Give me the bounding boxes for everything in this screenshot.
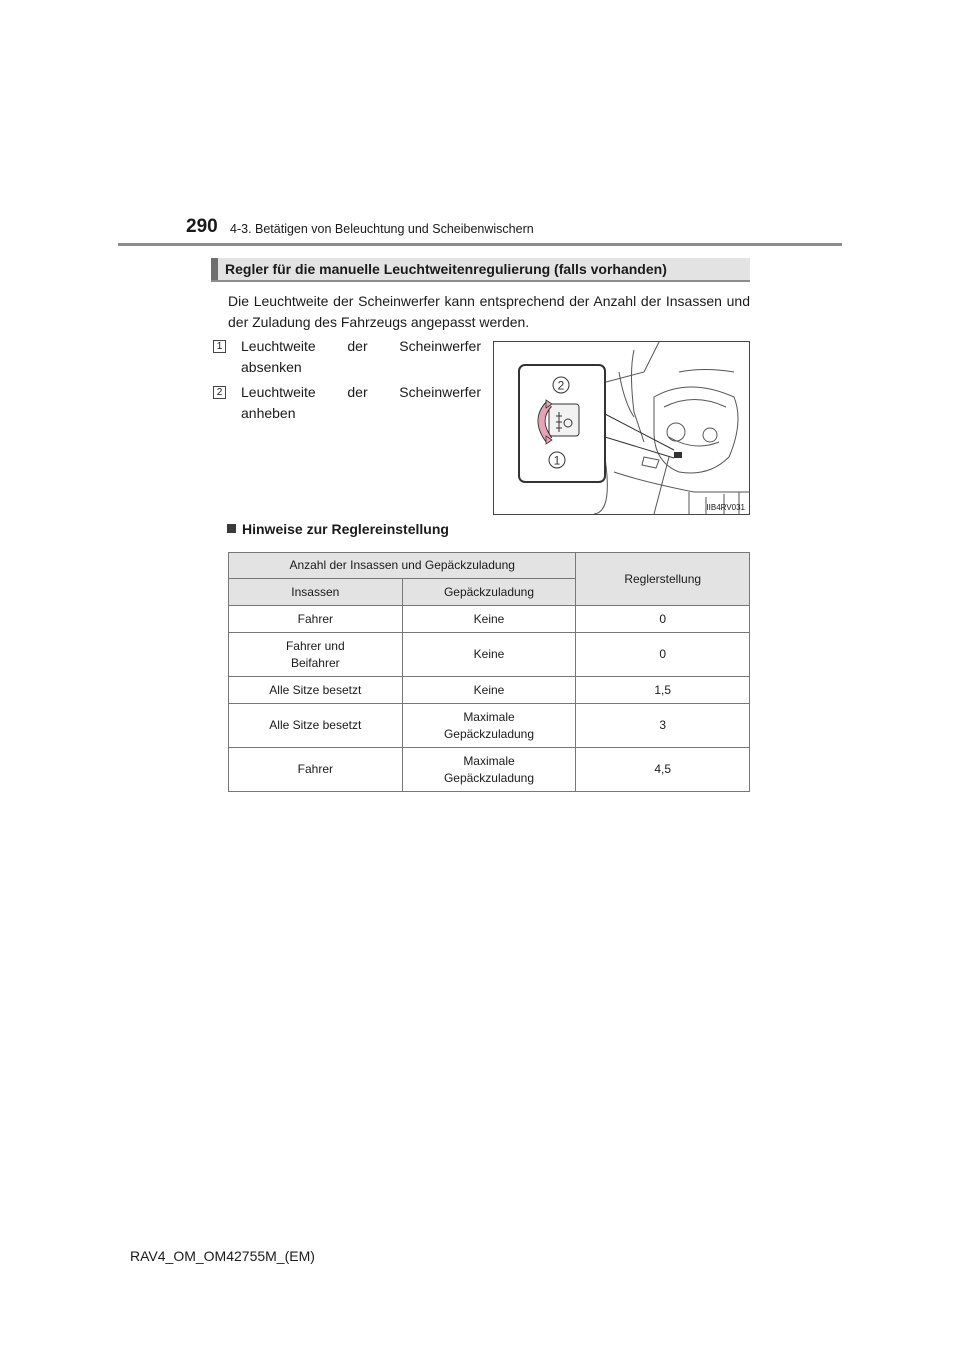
document-footer: RAV4_OM_OM42755M_(EM) bbox=[130, 1248, 315, 1264]
step-number-badge: 1 bbox=[213, 340, 226, 353]
cell-insassen: Alle Sitze besetzt bbox=[229, 677, 403, 704]
cell-stellung: 1,5 bbox=[576, 677, 750, 704]
cell-zuladung bbox=[402, 748, 576, 792]
cell-zuladung bbox=[402, 704, 576, 748]
table-header-insassen: Insassen bbox=[229, 579, 403, 606]
table-row bbox=[229, 677, 750, 704]
section-title: 4-3. Betätigen von Beleuchtung und Scheibenwischern bbox=[230, 222, 534, 236]
cell-text: Fahrer und Beifahrer bbox=[285, 638, 345, 670]
step-item bbox=[241, 336, 481, 378]
step-item bbox=[241, 382, 481, 424]
step-word: Scheinwerfer bbox=[399, 338, 481, 354]
cell-insassen bbox=[229, 633, 403, 677]
cell-stellung: 0 bbox=[576, 606, 750, 633]
dial-location-marker bbox=[674, 452, 682, 458]
cell-insassen: Alle Sitze besetzt bbox=[229, 704, 403, 748]
step-number-badge: 2 bbox=[213, 386, 226, 399]
table-row bbox=[229, 704, 750, 748]
cell-stellung: 3 bbox=[576, 704, 750, 748]
table-row bbox=[229, 748, 750, 792]
cell-text: Maximale Gepäckzuladung bbox=[443, 709, 535, 741]
step-word: Leuchtweite bbox=[241, 338, 316, 354]
step-word: der bbox=[347, 338, 368, 354]
cell-zuladung: Keine bbox=[402, 606, 576, 633]
page-number: 290 bbox=[186, 216, 218, 237]
cell-insassen: Fahrer bbox=[229, 748, 403, 792]
step-word: Scheinwerfer bbox=[399, 384, 481, 400]
square-bullet-icon bbox=[227, 524, 236, 533]
header-divider bbox=[118, 243, 842, 246]
heading-accent-bar bbox=[211, 258, 218, 280]
section-heading: Regler für die manuelle Leuchtweitenregulierung (falls vorhanden) bbox=[225, 261, 667, 277]
step-line2: anheben bbox=[241, 405, 296, 421]
cell-insassen: Fahrer bbox=[229, 606, 403, 633]
table-row bbox=[229, 633, 750, 677]
cell-stellung: 4,5 bbox=[576, 748, 750, 792]
table-header-zuladung: Gepäckzuladung bbox=[402, 579, 576, 606]
headlight-dial-drawing bbox=[494, 342, 749, 514]
table-row bbox=[229, 606, 750, 633]
step-word: der bbox=[347, 384, 368, 400]
step-line2: absenken bbox=[241, 359, 302, 375]
dashboard-illustration bbox=[493, 341, 750, 515]
notes-heading bbox=[227, 521, 449, 537]
notes-heading-text: Hinweise zur Reglereinstellung bbox=[242, 521, 449, 537]
section-heading-box bbox=[211, 258, 750, 282]
intro-paragraph: Die Leuchtweite der Scheinwerfer kann entsprechend der Anzahl der Insassen und der Zuladung des Fahrzeugs angepasst werden. bbox=[228, 293, 750, 330]
cell-stellung: 0 bbox=[576, 633, 750, 677]
callout-number: 1 bbox=[553, 453, 561, 468]
cell-text: Maximale Gepäckzuladung bbox=[443, 753, 535, 785]
table-header-reglerstellung: Reglerstellung bbox=[576, 553, 750, 606]
figure-code: IIB4RV031 bbox=[706, 503, 745, 512]
step-word: Leuchtweite bbox=[241, 384, 316, 400]
cell-zuladung: Keine bbox=[402, 677, 576, 704]
adjustment-table bbox=[228, 552, 750, 792]
callout-number: 2 bbox=[557, 378, 565, 393]
table-group-header: Anzahl der Insassen und Gepäckzuladung bbox=[229, 553, 576, 579]
cell-zuladung: Keine bbox=[402, 633, 576, 677]
